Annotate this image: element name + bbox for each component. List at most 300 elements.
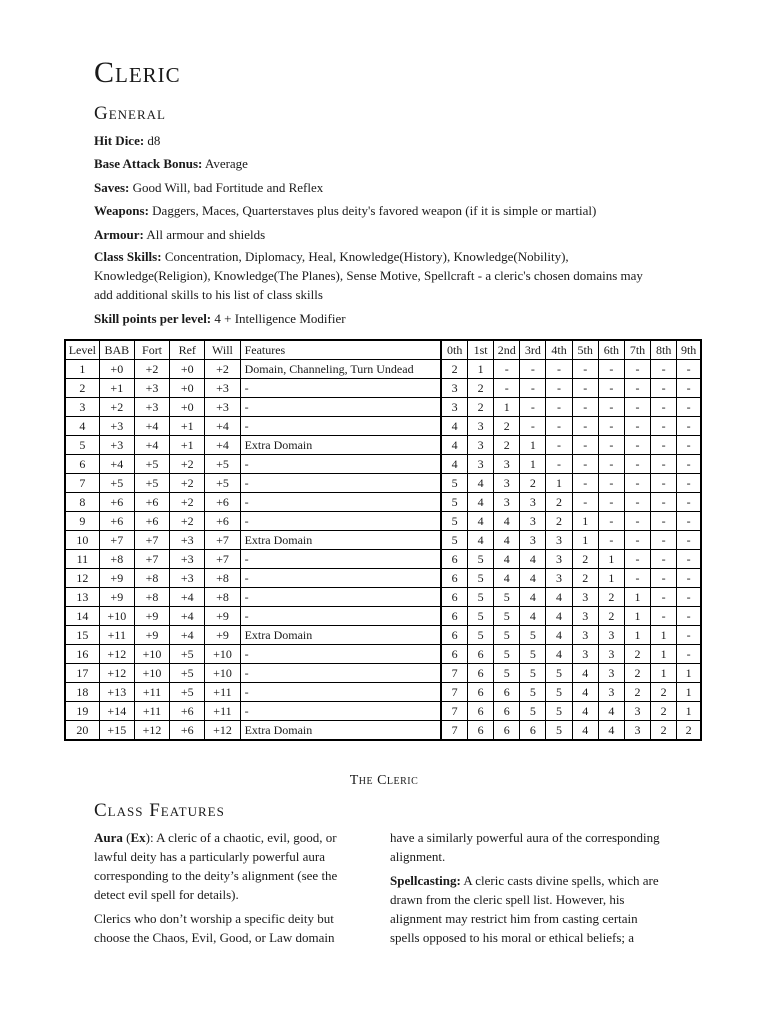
- cell-fort: +6: [134, 493, 169, 512]
- table-row: [65, 721, 701, 741]
- cell-level: 9: [65, 512, 99, 531]
- cell-0th: 3: [441, 398, 467, 417]
- table-row: [65, 588, 701, 607]
- armour-line: [94, 225, 674, 244]
- skill-points-value: 4 + Intelligence Modifier: [211, 311, 346, 326]
- cell-level: 18: [65, 683, 99, 702]
- cell-2nd: 4: [494, 531, 520, 550]
- header-2nd: 2nd: [494, 340, 520, 360]
- cell-1st: 3: [468, 455, 494, 474]
- cell-3rd: 3: [520, 512, 546, 531]
- hit-dice-value: d8: [144, 133, 161, 148]
- cell-8th: -: [651, 474, 677, 493]
- cell-2nd: 4: [494, 550, 520, 569]
- cell-4th: -: [546, 398, 572, 417]
- cell-bab: +15: [99, 721, 134, 741]
- cell-ref: +5: [170, 645, 205, 664]
- cell-will: +3: [205, 398, 240, 417]
- cell-8th: 2: [651, 683, 677, 702]
- cell-9th: -: [677, 569, 701, 588]
- cell-7th: -: [624, 531, 650, 550]
- cell-2nd: 6: [494, 721, 520, 741]
- cell-4th: 2: [546, 512, 572, 531]
- cell-5th: -: [572, 455, 598, 474]
- cell-5th: -: [572, 493, 598, 512]
- saves-line: [94, 178, 674, 197]
- cell-2nd: 6: [494, 683, 520, 702]
- cell-3rd: 4: [520, 607, 546, 626]
- header-level: Level: [65, 340, 99, 360]
- cell-5th: -: [572, 436, 598, 455]
- cell-9th: 1: [677, 683, 701, 702]
- cell-features: -: [240, 683, 441, 702]
- cell-features: -: [240, 607, 441, 626]
- cell-5th: -: [572, 417, 598, 436]
- bab-label: Base Attack Bonus:: [94, 156, 203, 171]
- cell-0th: 6: [441, 645, 467, 664]
- cell-3rd: 5: [520, 645, 546, 664]
- cell-3rd: 4: [520, 588, 546, 607]
- cell-3rd: -: [520, 417, 546, 436]
- header-1st: 1st: [468, 340, 494, 360]
- cell-1st: 2: [468, 379, 494, 398]
- cell-will: +10: [205, 664, 240, 683]
- cleric-progression-table: [64, 339, 702, 741]
- weapons-label: Weapons:: [94, 203, 149, 218]
- cell-5th: 2: [572, 550, 598, 569]
- cell-9th: -: [677, 379, 701, 398]
- cell-1st: 5: [468, 626, 494, 645]
- cell-features: -: [240, 379, 441, 398]
- cell-9th: -: [677, 550, 701, 569]
- cell-1st: 3: [468, 417, 494, 436]
- cell-5th: -: [572, 360, 598, 379]
- cell-level: 1: [65, 360, 99, 379]
- cell-bab: +9: [99, 569, 134, 588]
- cell-will: +5: [205, 455, 240, 474]
- cell-6th: -: [598, 531, 624, 550]
- hit-dice-label: Hit Dice:: [94, 133, 145, 148]
- table-header-row: [65, 340, 701, 360]
- cell-2nd: 3: [494, 474, 520, 493]
- aura-continued-paragraph: have a similarly powerful aura of the corresponding alignment.: [390, 830, 660, 864]
- cell-4th: -: [546, 455, 572, 474]
- cell-0th: 7: [441, 702, 467, 721]
- cell-9th: -: [677, 493, 701, 512]
- cell-8th: 2: [651, 702, 677, 721]
- cell-5th: -: [572, 379, 598, 398]
- cell-9th: -: [677, 588, 701, 607]
- cell-1st: 4: [468, 474, 494, 493]
- table-row: [65, 645, 701, 664]
- cell-1st: 4: [468, 493, 494, 512]
- cell-6th: -: [598, 379, 624, 398]
- weapons-line: [94, 201, 694, 220]
- cell-4th: 5: [546, 683, 572, 702]
- cell-will: +12: [205, 721, 240, 741]
- aura-paren-open: (: [122, 830, 131, 845]
- cell-will: +8: [205, 569, 240, 588]
- cell-fort: +4: [134, 436, 169, 455]
- cell-features: -: [240, 569, 441, 588]
- table-row: [65, 493, 701, 512]
- table-row: [65, 398, 701, 417]
- cell-0th: 4: [441, 455, 467, 474]
- cell-1st: 1: [468, 360, 494, 379]
- cell-9th: -: [677, 436, 701, 455]
- cell-7th: -: [624, 417, 650, 436]
- cell-bab: +3: [99, 436, 134, 455]
- cell-bab: +11: [99, 626, 134, 645]
- cell-ref: +6: [170, 702, 205, 721]
- cell-fort: +6: [134, 512, 169, 531]
- cell-bab: +0: [99, 360, 134, 379]
- cell-ref: +3: [170, 550, 205, 569]
- cell-4th: 4: [546, 588, 572, 607]
- cell-7th: 1: [624, 607, 650, 626]
- cell-features: -: [240, 588, 441, 607]
- cell-level: 13: [65, 588, 99, 607]
- cell-3rd: -: [520, 360, 546, 379]
- cell-ref: +3: [170, 531, 205, 550]
- cell-fort: +5: [134, 455, 169, 474]
- cell-6th: 3: [598, 626, 624, 645]
- cell-level: 17: [65, 664, 99, 683]
- cell-8th: -: [651, 455, 677, 474]
- header-4th: 4th: [546, 340, 572, 360]
- spellcasting-paragraph: [390, 871, 662, 947]
- aura-text: A cleric of a chaotic, evil, good, or lawful deity has a particularly powerful aura corresponding to the deity’s alignment (see the detect evil spell for details).: [94, 830, 338, 902]
- cell-ref: +1: [170, 436, 205, 455]
- cell-bab: +9: [99, 588, 134, 607]
- cell-level: 10: [65, 531, 99, 550]
- cell-ref: +4: [170, 588, 205, 607]
- cell-will: +10: [205, 645, 240, 664]
- cell-2nd: 5: [494, 645, 520, 664]
- cell-5th: 3: [572, 588, 598, 607]
- cell-3rd: -: [520, 379, 546, 398]
- cell-ref: +1: [170, 417, 205, 436]
- cell-level: 19: [65, 702, 99, 721]
- cell-7th: 3: [624, 702, 650, 721]
- clerics-paragraph: Clerics who don’t worship a specific deity but choose the Chaos, Evil, Good, or Law domain: [94, 911, 335, 945]
- cell-2nd: 5: [494, 664, 520, 683]
- table-row: [65, 474, 701, 493]
- features-left-column: [94, 828, 366, 952]
- cell-7th: -: [624, 436, 650, 455]
- cell-fort: +7: [134, 550, 169, 569]
- table-row: [65, 664, 701, 683]
- cell-will: +9: [205, 607, 240, 626]
- cell-7th: 1: [624, 588, 650, 607]
- cell-9th: 2: [677, 721, 701, 741]
- cell-0th: 5: [441, 493, 467, 512]
- cell-ref: +2: [170, 512, 205, 531]
- cell-2nd: 3: [494, 493, 520, 512]
- cell-fort: +7: [134, 531, 169, 550]
- cell-2nd: 4: [494, 512, 520, 531]
- cell-1st: 5: [468, 607, 494, 626]
- cell-9th: -: [677, 455, 701, 474]
- cell-4th: 3: [546, 531, 572, 550]
- skill-points-label: Skill points per level:: [94, 311, 212, 326]
- cell-level: 12: [65, 569, 99, 588]
- cell-0th: 7: [441, 683, 467, 702]
- cell-7th: -: [624, 550, 650, 569]
- cell-9th: -: [677, 626, 701, 645]
- table-row: [65, 683, 701, 702]
- cell-level: 3: [65, 398, 99, 417]
- cell-ref: +2: [170, 474, 205, 493]
- cell-bab: +13: [99, 683, 134, 702]
- header-9th: 9th: [677, 340, 701, 360]
- cell-bab: +12: [99, 645, 134, 664]
- cell-0th: 7: [441, 721, 467, 741]
- cell-fort: +10: [134, 664, 169, 683]
- cell-5th: -: [572, 398, 598, 417]
- table-row: [65, 436, 701, 455]
- cell-5th: 3: [572, 645, 598, 664]
- table-row: [65, 360, 701, 379]
- cell-1st: 5: [468, 569, 494, 588]
- cell-features: -: [240, 702, 441, 721]
- cell-3rd: 6: [520, 721, 546, 741]
- cell-6th: -: [598, 360, 624, 379]
- header-7th: 7th: [624, 340, 650, 360]
- cell-5th: 1: [572, 531, 598, 550]
- cell-features: -: [240, 474, 441, 493]
- cell-features: Extra Domain: [240, 626, 441, 645]
- cell-ref: +5: [170, 683, 205, 702]
- cell-will: +2: [205, 360, 240, 379]
- cell-6th: 1: [598, 550, 624, 569]
- cell-ref: +6: [170, 721, 205, 741]
- cell-9th: -: [677, 512, 701, 531]
- cell-1st: 6: [468, 702, 494, 721]
- cell-0th: 6: [441, 588, 467, 607]
- cell-bab: +2: [99, 398, 134, 417]
- cell-7th: -: [624, 379, 650, 398]
- cell-5th: 3: [572, 626, 598, 645]
- cell-0th: 5: [441, 512, 467, 531]
- cell-3rd: 3: [520, 493, 546, 512]
- cell-8th: -: [651, 493, 677, 512]
- cell-8th: -: [651, 398, 677, 417]
- cell-4th: 4: [546, 626, 572, 645]
- cell-4th: -: [546, 417, 572, 436]
- cell-6th: 4: [598, 721, 624, 741]
- page-title: Cleric: [94, 56, 181, 89]
- cell-features: Domain, Channeling, Turn Undead: [240, 360, 441, 379]
- cell-features: -: [240, 664, 441, 683]
- bab-value: Average: [202, 156, 248, 171]
- cell-0th: 6: [441, 569, 467, 588]
- cell-level: 11: [65, 550, 99, 569]
- cell-9th: -: [677, 474, 701, 493]
- bab-line: [94, 154, 674, 173]
- table-row: [65, 626, 701, 645]
- table-row: [65, 607, 701, 626]
- class-features-heading: Class Features: [94, 800, 225, 821]
- cell-ref: +4: [170, 607, 205, 626]
- cell-5th: -: [572, 474, 598, 493]
- cell-1st: 4: [468, 512, 494, 531]
- header-0th: 0th: [441, 340, 467, 360]
- cell-ref: +0: [170, 398, 205, 417]
- table-row: [65, 455, 701, 474]
- cell-will: +11: [205, 683, 240, 702]
- cell-2nd: -: [494, 379, 520, 398]
- cell-1st: 3: [468, 436, 494, 455]
- cell-will: +8: [205, 588, 240, 607]
- cell-0th: 5: [441, 531, 467, 550]
- cell-fort: +12: [134, 721, 169, 741]
- cell-9th: 1: [677, 702, 701, 721]
- cell-2nd: 6: [494, 702, 520, 721]
- cell-9th: -: [677, 645, 701, 664]
- cell-2nd: 1: [494, 398, 520, 417]
- cell-fort: +10: [134, 645, 169, 664]
- cell-3rd: 1: [520, 436, 546, 455]
- cell-will: +4: [205, 436, 240, 455]
- hit-dice-line: [94, 131, 674, 150]
- cell-4th: 5: [546, 721, 572, 741]
- table-body: [65, 360, 701, 741]
- cell-8th: -: [651, 379, 677, 398]
- cell-will: +7: [205, 550, 240, 569]
- cell-6th: 3: [598, 664, 624, 683]
- cell-6th: 3: [598, 645, 624, 664]
- table-row: [65, 417, 701, 436]
- cell-fort: +3: [134, 398, 169, 417]
- header-bab: BAB: [99, 340, 134, 360]
- cell-fort: +9: [134, 626, 169, 645]
- cell-0th: 5: [441, 474, 467, 493]
- cell-7th: -: [624, 493, 650, 512]
- cell-ref: +2: [170, 455, 205, 474]
- cell-fort: +4: [134, 417, 169, 436]
- cell-features: -: [240, 493, 441, 512]
- cell-7th: 3: [624, 721, 650, 741]
- cell-9th: -: [677, 360, 701, 379]
- cell-6th: -: [598, 455, 624, 474]
- header-features: Features: [240, 340, 441, 360]
- header-ref: Ref: [170, 340, 205, 360]
- cell-fort: +3: [134, 379, 169, 398]
- cell-bab: +4: [99, 455, 134, 474]
- cell-ref: +5: [170, 664, 205, 683]
- cell-ref: +0: [170, 379, 205, 398]
- cell-bab: +6: [99, 512, 134, 531]
- cell-8th: -: [651, 512, 677, 531]
- cell-4th: 2: [546, 493, 572, 512]
- cell-fort: +8: [134, 569, 169, 588]
- cell-7th: 2: [624, 645, 650, 664]
- table-row: [65, 379, 701, 398]
- cell-features: -: [240, 645, 441, 664]
- cell-bab: +12: [99, 664, 134, 683]
- cell-ref: +4: [170, 626, 205, 645]
- cell-7th: 2: [624, 683, 650, 702]
- cell-3rd: 3: [520, 531, 546, 550]
- table-row: [65, 531, 701, 550]
- cell-8th: -: [651, 360, 677, 379]
- table-row: [65, 550, 701, 569]
- cell-1st: 6: [468, 645, 494, 664]
- cell-level: 2: [65, 379, 99, 398]
- cell-5th: 3: [572, 607, 598, 626]
- cell-4th: 4: [546, 645, 572, 664]
- cell-fort: +2: [134, 360, 169, 379]
- cell-will: +6: [205, 493, 240, 512]
- general-heading: General: [94, 103, 166, 124]
- cell-1st: 2: [468, 398, 494, 417]
- cell-1st: 6: [468, 683, 494, 702]
- cell-7th: -: [624, 512, 650, 531]
- cell-7th: -: [624, 398, 650, 417]
- class-skills-value: Concentration, Diplomacy, Heal, Knowledge(History), Knowledge(Nobility), Knowledge(Religion), Knowledge(The Planes), Sense Motive, Spellcraft - a cleric's chosen domains may add additional skills to his list of class skills: [94, 249, 643, 302]
- spellcasting-label: Spellcasting:: [390, 873, 461, 888]
- cell-8th: -: [651, 436, 677, 455]
- cell-8th: -: [651, 550, 677, 569]
- cell-2nd: 2: [494, 417, 520, 436]
- cell-level: 14: [65, 607, 99, 626]
- cell-8th: 2: [651, 721, 677, 741]
- cell-8th: -: [651, 417, 677, 436]
- cell-3rd: 2: [520, 474, 546, 493]
- cell-1st: 6: [468, 664, 494, 683]
- cell-9th: 1: [677, 664, 701, 683]
- cell-0th: 6: [441, 607, 467, 626]
- cell-9th: -: [677, 417, 701, 436]
- cell-4th: -: [546, 436, 572, 455]
- header-3rd: 3rd: [520, 340, 546, 360]
- cell-level: 8: [65, 493, 99, 512]
- cell-0th: 6: [441, 626, 467, 645]
- table-row: [65, 512, 701, 531]
- cell-bab: +5: [99, 474, 134, 493]
- cell-2nd: -: [494, 360, 520, 379]
- cell-ref: +2: [170, 493, 205, 512]
- cell-6th: -: [598, 512, 624, 531]
- cell-level: 4: [65, 417, 99, 436]
- header-8th: 8th: [651, 340, 677, 360]
- cell-9th: -: [677, 607, 701, 626]
- cell-7th: -: [624, 474, 650, 493]
- cell-level: 5: [65, 436, 99, 455]
- cell-7th: 1: [624, 626, 650, 645]
- cell-9th: -: [677, 398, 701, 417]
- cell-5th: 4: [572, 721, 598, 741]
- cell-will: +5: [205, 474, 240, 493]
- weapons-value: Daggers, Maces, Quarterstaves plus deity's favored weapon (if it is simple or martial): [148, 203, 597, 218]
- features-right-column: [390, 828, 662, 952]
- cell-fort: +11: [134, 683, 169, 702]
- cell-4th: 5: [546, 664, 572, 683]
- cell-level: 15: [65, 626, 99, 645]
- cell-1st: 6: [468, 721, 494, 741]
- cell-4th: 4: [546, 607, 572, 626]
- cell-1st: 4: [468, 531, 494, 550]
- cell-0th: 6: [441, 550, 467, 569]
- cell-3rd: 5: [520, 626, 546, 645]
- cell-fort: +8: [134, 588, 169, 607]
- cell-6th: 2: [598, 588, 624, 607]
- cell-3rd: 5: [520, 664, 546, 683]
- cell-4th: -: [546, 360, 572, 379]
- cell-2nd: 5: [494, 607, 520, 626]
- cell-0th: 4: [441, 417, 467, 436]
